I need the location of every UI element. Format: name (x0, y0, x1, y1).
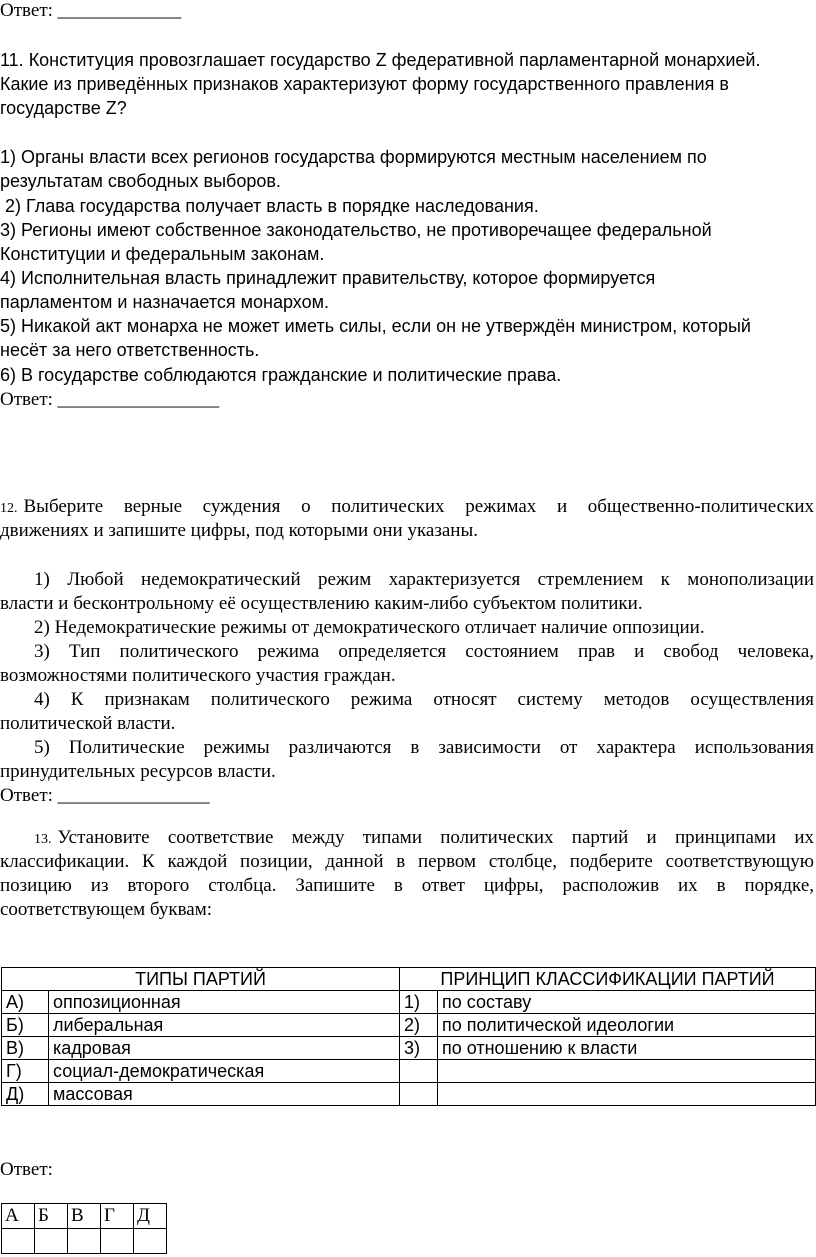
q12-option-5: 5) Политические режимы различаются в зависимости от характера использования (34, 737, 814, 758)
q11-text-line-2: Какие из приведённых признаков характеризуют форму государственного правления в (0, 74, 729, 94)
table-row (2, 1037, 816, 1060)
q11-option-3-cont: Конституции и федеральным законам. (0, 244, 325, 264)
row-number: 1) (400, 991, 438, 1014)
q12-option-3: 3) Тип политического режима определяется состоянием прав и свобод человека, (34, 641, 814, 662)
q12-option-5-cont: принудительных ресурсов власти. (0, 761, 276, 782)
q11-option-3: 3) Регионы имеют собственное законодательство, не противоречащее федеральной (0, 220, 712, 240)
answer-input-cell[interactable] (134, 1229, 167, 1254)
q13-text-line-1 (0, 827, 814, 849)
answer-letter-cell: В (68, 1204, 101, 1229)
row-principle (438, 1060, 816, 1083)
answer-input-cell[interactable] (2, 1229, 35, 1254)
answer-input-cell[interactable] (68, 1229, 101, 1254)
q11-text-line-3: государстве Z? (0, 98, 127, 118)
table-row (2, 1060, 816, 1083)
row-number (400, 1083, 438, 1106)
q13-text-line-4: соответствующем буквам: (0, 899, 213, 920)
q11-option-5-cont: несёт за него ответственность. (0, 340, 260, 360)
q11-option-4: 4) Исполнительная власть принадлежит правительству, которое формируется (0, 268, 656, 288)
row-principle: по отношению к власти (438, 1037, 816, 1060)
answer-letter-cell: Д (134, 1204, 167, 1229)
row-number: 2) (400, 1014, 438, 1037)
answer-letter-cell: Б (35, 1204, 68, 1229)
row-party-type: социал-демократическая (49, 1060, 400, 1083)
q13-answer-label: Ответ: (0, 1159, 53, 1180)
q12-number: 12. (0, 501, 18, 516)
q11-text-line-1: 11. Конституция провозглашает государство Z федеративной парламентарной монархией. (0, 50, 761, 70)
q13-text-line-2: классификации. К каждой позиции, данной в первом столбце, подберите соответствующую (0, 851, 814, 872)
row-letter: В) (2, 1037, 49, 1060)
answer-grid (1, 1203, 167, 1254)
q11-option-4-cont: парламентом и назначается монархом. (0, 292, 329, 312)
row-party-type: оппозиционная (49, 991, 400, 1014)
q13-text-line-1-body: Установите соответствие между типами политических партий и принципами их (57, 827, 814, 848)
q12-answer-line: Ответ: ________________ (0, 785, 210, 806)
answer-line-top: Ответ: _____________ (0, 0, 182, 21)
header-party-types: ТИПЫ ПАРТИЙ (2, 968, 400, 991)
answer-input-cell[interactable] (35, 1229, 68, 1254)
row-letter: Д) (2, 1083, 49, 1106)
row-party-type: кадровая (49, 1037, 400, 1060)
table-row (2, 1083, 816, 1106)
answer-letter-cell: А (2, 1204, 35, 1229)
table-row (2, 991, 816, 1014)
answer-input-cell[interactable] (101, 1229, 134, 1254)
row-party-type: либеральная (49, 1014, 400, 1037)
q12-option-1: 1) Любой недемократический режим характеризуется стремлением к монополизации (34, 569, 814, 590)
answer-letter-cell: Г (101, 1204, 134, 1229)
row-letter: А) (2, 991, 49, 1014)
q12-text-line-2: движениях и запишите цифры, под которыми они указаны. (0, 520, 478, 541)
table-row (2, 1014, 816, 1037)
row-principle (438, 1083, 816, 1106)
table-header-row (2, 968, 816, 991)
row-principle: по составу (438, 991, 816, 1014)
q11-option-5: 5) Никакой акт монарха не может иметь силы, если он не утверждён министром, который (0, 316, 751, 336)
q12-option-3-cont: возможностями политического участия граждан. (0, 665, 396, 686)
q13-number: 13. (34, 832, 52, 847)
row-principle: по политической идеологии (438, 1014, 816, 1037)
row-letter: Г) (2, 1060, 49, 1083)
q11-option-1-cont: результатам свободных выборов. (0, 171, 281, 191)
q12-option-1-cont: власти и бесконтрольному её осуществлению каким-либо субъектом политики. (0, 593, 643, 614)
q13-text-line-3: позицию из второго столбца. Запишите в ответ цифры, расположив их в порядке, (0, 875, 814, 896)
row-letter: Б) (2, 1014, 49, 1037)
party-types-table (1, 967, 816, 1106)
q11-option-1: 1) Органы власти всех регионов государства формируются местным населением по (0, 147, 707, 167)
row-party-type: массовая (49, 1083, 400, 1106)
q11-answer-line: Ответ: _________________ (0, 389, 220, 410)
row-number: 3) (400, 1037, 438, 1060)
q12-option-4: 4) К признакам политического режима относят систему методов осуществления (34, 689, 814, 710)
answer-grid-letters-row (2, 1204, 167, 1229)
q11-option-6: 6) В государстве соблюдаются гражданские и политические права. (0, 365, 562, 385)
q12-option-4-cont: политической власти. (0, 713, 176, 734)
header-classification-principle: ПРИНЦИП КЛАССИФИКАЦИИ ПАРТИЙ (400, 968, 816, 991)
q12-option-2: 2) Недемократические режимы от демократического отличает наличие оппозиции. (34, 617, 705, 638)
row-number (400, 1060, 438, 1083)
answer-grid-input-row (2, 1229, 167, 1254)
q12-text-line-1 (0, 496, 814, 518)
q11-option-2: 2) Глава государства получает власть в порядке наследования. (0, 196, 539, 216)
q12-text-line-1-body: Выберите верные суждения о политических режимах и общественно-политических (23, 496, 814, 517)
